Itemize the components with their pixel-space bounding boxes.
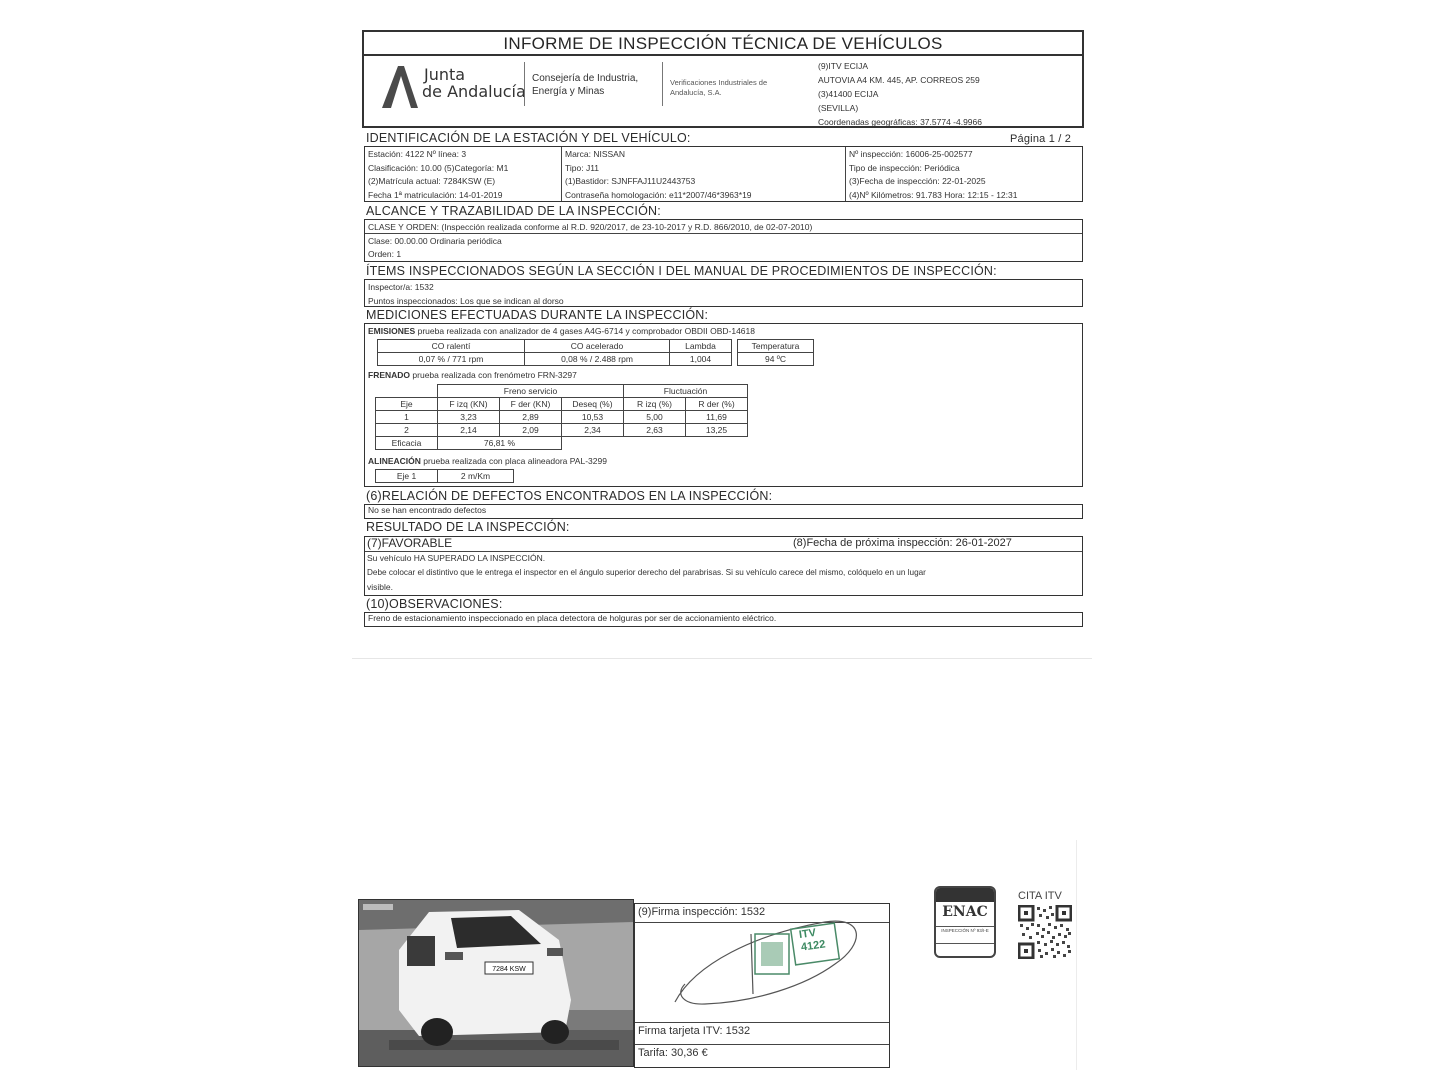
signature-stamp-icon [635, 904, 891, 1024]
clase-line: Clase: 00.00.00 Ordinaria periódica [368, 235, 502, 246]
defectos-text: No se han encontrado defectos [368, 505, 487, 515]
inspector-line: Inspector/a: 1532 [368, 282, 434, 292]
observaciones-text: Freno de estacionamiento inspeccionado en placa detectora de holguras por ser de accionamiento eléctrico. [368, 613, 777, 623]
stamp-itv-text: ITV [798, 926, 817, 942]
vehicle-photo-image [359, 900, 634, 1067]
defectos-box [364, 504, 1083, 519]
resultado-line1: Su vehículo HA SUPERADO LA INSPECCIÓN. [367, 553, 546, 563]
consejeria-text: Consejería de Industria, Energía y Minas [532, 73, 639, 97]
alineacion-desc: prueba realizada con placa alineadora PAL-3299 [423, 456, 607, 466]
logo-divider [524, 62, 525, 106]
defectos-title: (6)RELACIÓN DE DEFECTOS ENCONTRADOS EN LA INSPECCIÓN: [366, 489, 773, 503]
junta-andalucia-logo-icon [380, 64, 420, 110]
logo-divider [662, 62, 663, 106]
resultado-line3: visible. [367, 582, 393, 592]
observaciones-title: (10)OBSERVACIONES: [366, 597, 503, 611]
vehicle-photo [358, 899, 634, 1067]
junta-andalucia-text: Junta de Andalucía [422, 65, 526, 101]
report-title: INFORME DE INSPECCIÓN TÉCNICA DE VEHÍCULOS [503, 34, 943, 53]
firma-tarjeta-label: Firma tarjeta ITV: 1532 [638, 1025, 751, 1037]
identificacion-title: IDENTIFICACIÓN DE LA ESTACIÓN Y DEL VEHÍCULO: [366, 131, 691, 145]
enac-sub: INSPECCIÓN Nº 93/I-E [941, 928, 989, 933]
emisiones-label: EMISIONES [368, 326, 416, 336]
enac-label: ENAC [942, 904, 988, 920]
clase-orden-line: CLASE Y ORDEN: (Inspección realizada conforme al R.D. 920/2017, de 23-10-2017 y R.D. 866/2010, de 02-07-2010) [368, 222, 813, 232]
identificacion-box [364, 146, 1083, 202]
frenado-row: 2 2,14 2,09 2,34 2,63 13,25 [376, 424, 748, 437]
emisiones-desc: prueba realizada con analizador de 4 gases A4G-6714 y comprobador OBDII OBD-14618 [417, 326, 755, 336]
alcance-box [364, 219, 1083, 262]
station-info: Estación: 4122 Nº línea: 3 Clasificación: 10.00 (5)Categoría: M1 (2)Matrícula actual: 7284KSW (E) Fecha 1ª matriculación: 14-01-2019 [368, 149, 509, 200]
observaciones-box [364, 612, 1083, 627]
frenado-table: Freno servicio Fluctuación Eje F izq (KN) F der (KN) Deseq (%) R izq (%) R der (%) 1 3,23 2,89 10,53 5,00 11,69 2 2,14 2,09 2,34 2,63 13,25 Eficacia 76,81 % [375, 384, 748, 450]
frenado-row: 1 3,23 2,89 10,53 5,00 11,69 [376, 411, 748, 424]
stamp-number: 4122 [800, 938, 827, 954]
enac-crown-icon [936, 888, 994, 902]
emisiones-table: CO ralentí CO acelerado Lambda 0,07 % / 771 rpm 0,08 % / 2.488 rpm 1,004 [377, 339, 732, 366]
resultado-line2: Debe colocar el distintivo que le entrega el inspector en el ángulo superior derecho del parabrisas. Si su vehículo carece del mismo, colóquelo en un lugar [367, 568, 926, 577]
frenado-label: FRENADO [368, 370, 411, 380]
page-edge [352, 658, 1092, 659]
firma-inspeccion-label: (9)Firma inspección: 1532 [638, 906, 766, 918]
mediciones-title: MEDICIONES EFECTUADAS DURANTE LA INSPECCIÓN: [366, 308, 709, 322]
resultado-status: (7)FAVORABLE [367, 536, 453, 550]
page-number: Página 1 / 2 [1010, 133, 1072, 145]
eficacia-value: 76,81 % [438, 437, 562, 450]
alcance-title: ALCANCE Y TRAZABILIDAD DE LA INSPECCIÓN: [366, 204, 661, 218]
signature-box [634, 903, 890, 1068]
qr-code-icon[interactable] [1018, 905, 1072, 959]
vehicle-plate: 7284 KSW [492, 966, 526, 973]
mediciones-box [364, 323, 1083, 487]
puntos-line: Puntos inspeccionados: Los que se indican al dorso [368, 295, 564, 306]
enac-logo [934, 886, 996, 958]
inspection-info: Nº inspección: 16006-25-002577 Tipo de inspección: Periódica (3)Fecha de inspección: 22-01-2025 (4)Nº Kilómetros: 91.783 Hora: 12:15 - 12:31 [849, 149, 1018, 200]
resultado-title: RESULTADO DE LA INSPECCIÓN: [366, 520, 570, 534]
items-box [364, 279, 1083, 307]
resultado-box [364, 536, 1083, 596]
page-edge [1076, 840, 1077, 1070]
temperatura-table: Temperatura 94 ºC [737, 339, 814, 366]
vehicle-info: Marca: NISSAN Tipo: J11 (1)Bastidor: SJNFFAJ11U2443753 Contraseña homologación: e11*2007/46*3963*19 [565, 149, 752, 200]
itv-station-address: (9)ITV ECIJA AUTOVIA A4 KM. 445, AP. CORREOS 259 (3)41400 ECIJA (SEVILLA) Coordenadas geográficas: 37.5774 -4.9966 [818, 61, 982, 127]
eficacia-label: Eficacia [376, 437, 438, 450]
orden-line: Orden: 1 [368, 249, 402, 259]
proxima-inspeccion: (8)Fecha de próxima inspección: 26-01-2027 [793, 537, 1012, 549]
verificaciones-text: Verificaciones Industriales de Andalucía, S.A. [670, 78, 768, 97]
report-title-box [362, 30, 1084, 56]
frenado-desc: prueba realizada con frenómetro FRN-3297 [412, 370, 577, 380]
alineacion-table: Eje 1 2 m/Km [375, 469, 514, 483]
items-title: ÍTEMS INSPECCIONADOS SEGÚN LA SECCIÓN I DEL MANUAL DE PROCEDIMIENTOS DE INSPECCIÓN: [366, 264, 997, 278]
header-logos [362, 56, 1084, 128]
cita-itv-label: CITA ITV [1018, 890, 1062, 902]
tarifa-label: Tarifa: 30,36 € [638, 1047, 708, 1059]
alineacion-label: ALINEACIÓN [368, 456, 421, 466]
